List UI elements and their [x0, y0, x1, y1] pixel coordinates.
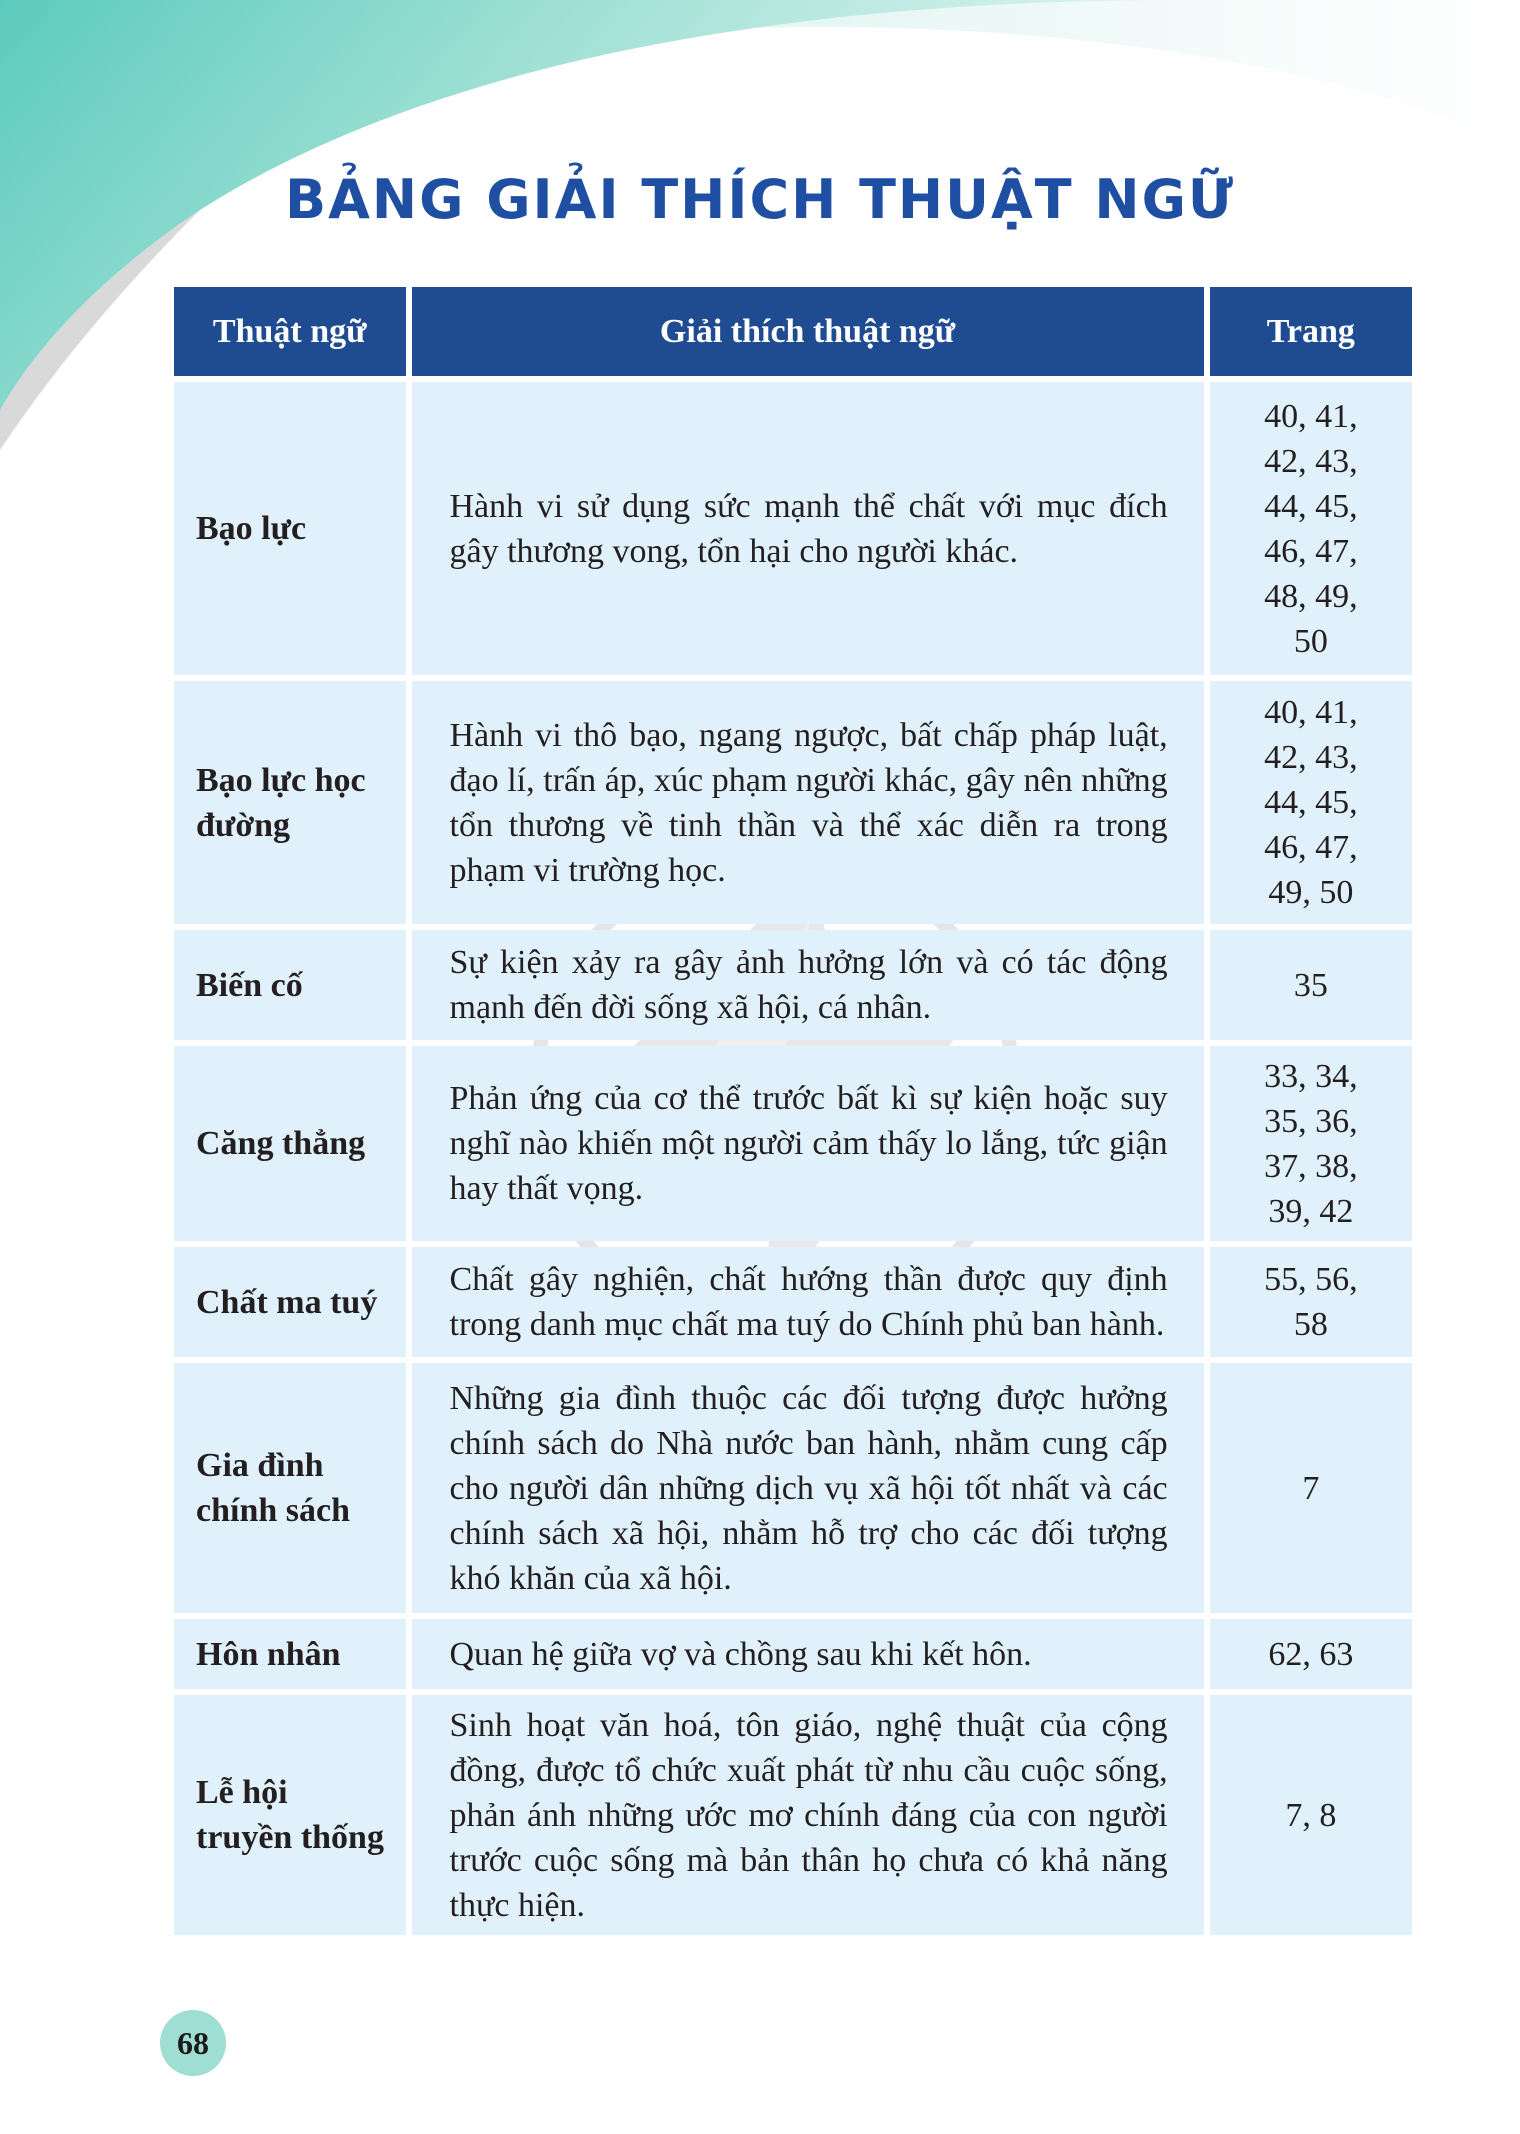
term-cell [174, 1247, 406, 1357]
table-row [174, 1247, 1412, 1357]
table-row [174, 382, 1412, 675]
header-explanation: Giải thích thuật ngữ [412, 287, 1204, 376]
term-label: Chất ma tuý [196, 1283, 378, 1321]
pages-cell: 7 [1210, 1363, 1412, 1613]
table-row [174, 1363, 1412, 1613]
term-cell [174, 1046, 406, 1241]
pages-cell: 40, 41, 42, 43, 44, 45, 46, 47, 49, 50 [1210, 681, 1412, 924]
page-number-badge: 68 [160, 2010, 226, 2076]
explanation-cell: Những gia đình thuộc các đối tượng được hưởng chính sách do Nhà nước ban hành, nhằm cung cấp cho người dân những dịch vụ xã hội tốt nhất và các chính sách xã hội, nhằm hỗ trợ cho các đối tượng khó khăn của xã hội. [412, 1363, 1204, 1613]
term-label: Bạo lực [196, 510, 307, 547]
table-header-row [174, 287, 1412, 376]
pages-cell: 55, 56, 58 [1210, 1247, 1412, 1357]
explanation-cell: Sinh hoạt văn hoá, tôn giáo, nghệ thuật của cộng đồng, được tổ chức xuất phát từ nhu cầu cuộc sống, phản ánh những ước mơ chính đáng của con người trước cuộc sống mà bản thân họ chưa có khả năng thực hiện. [412, 1695, 1204, 1935]
term-label: Biến cố [196, 966, 303, 1004]
pages-cell: 7, 8 [1210, 1695, 1412, 1935]
explanation-cell: Sự kiện xảy ra gây ảnh hưởng lớn và có tác động mạnh đến đời sống xã hội, cá nhân. [412, 930, 1204, 1040]
term-label: Bạo lực học đường [196, 761, 366, 844]
explanation-cell: Phản ứng của cơ thể trước bất kì sự kiện hoặc suy nghĩ nào khiến một người cảm thấy lo lắng, tức giận hay thất vọng. [412, 1046, 1204, 1241]
term-label: Lễ hội truyền thống [196, 1774, 384, 1856]
table-row [174, 1046, 1412, 1241]
term-cell [174, 1695, 406, 1935]
header-term: Thuật ngữ [174, 287, 406, 376]
term-label: Hôn nhân [196, 1635, 341, 1673]
term-cell [174, 681, 406, 924]
pages-cell: 35 [1210, 930, 1412, 1040]
pages-cell: 33, 34, 35, 36, 37, 38, 39, 42 [1210, 1046, 1412, 1241]
table-row [174, 930, 1412, 1040]
term-cell [174, 1619, 406, 1689]
explanation-cell: Chất gây nghiện, chất hướng thần được quy định trong danh mục chất ma tuý do Chính phủ ban hành. [412, 1247, 1204, 1357]
page-title: BẢNG GIẢI THÍCH THUẬT NGỮ [284, 168, 1236, 231]
term-label: Căng thẳng [196, 1125, 366, 1162]
table-row [174, 1695, 1412, 1935]
glossary-table [168, 281, 1418, 1941]
table-row [174, 681, 1412, 924]
term-label: Gia đình chính sách [196, 1447, 350, 1529]
explanation-cell: Quan hệ giữa vợ và chồng sau khi kết hôn. [412, 1619, 1204, 1689]
term-cell [174, 1363, 406, 1613]
pages-cell: 40, 41, 42, 43, 44, 45, 46, 47, 48, 49, 50 [1210, 382, 1412, 675]
explanation-cell: Hành vi thô bạo, ngang ngược, bất chấp pháp luật, đạo lí, trấn áp, xúc phạm người khác, gây nên những tổn thương về tinh thần và thể xác diễn ra trong phạm vi trường học. [412, 681, 1204, 924]
table-row [174, 1619, 1412, 1689]
pages-cell: 62, 63 [1210, 1619, 1412, 1689]
header-pages: Trang [1210, 287, 1412, 376]
explanation-cell: Hành vi sử dụng sức mạnh thể chất với mục đích gây thương vong, tổn hại cho người khác. [412, 382, 1204, 675]
term-cell [174, 382, 406, 675]
term-cell [174, 930, 406, 1040]
